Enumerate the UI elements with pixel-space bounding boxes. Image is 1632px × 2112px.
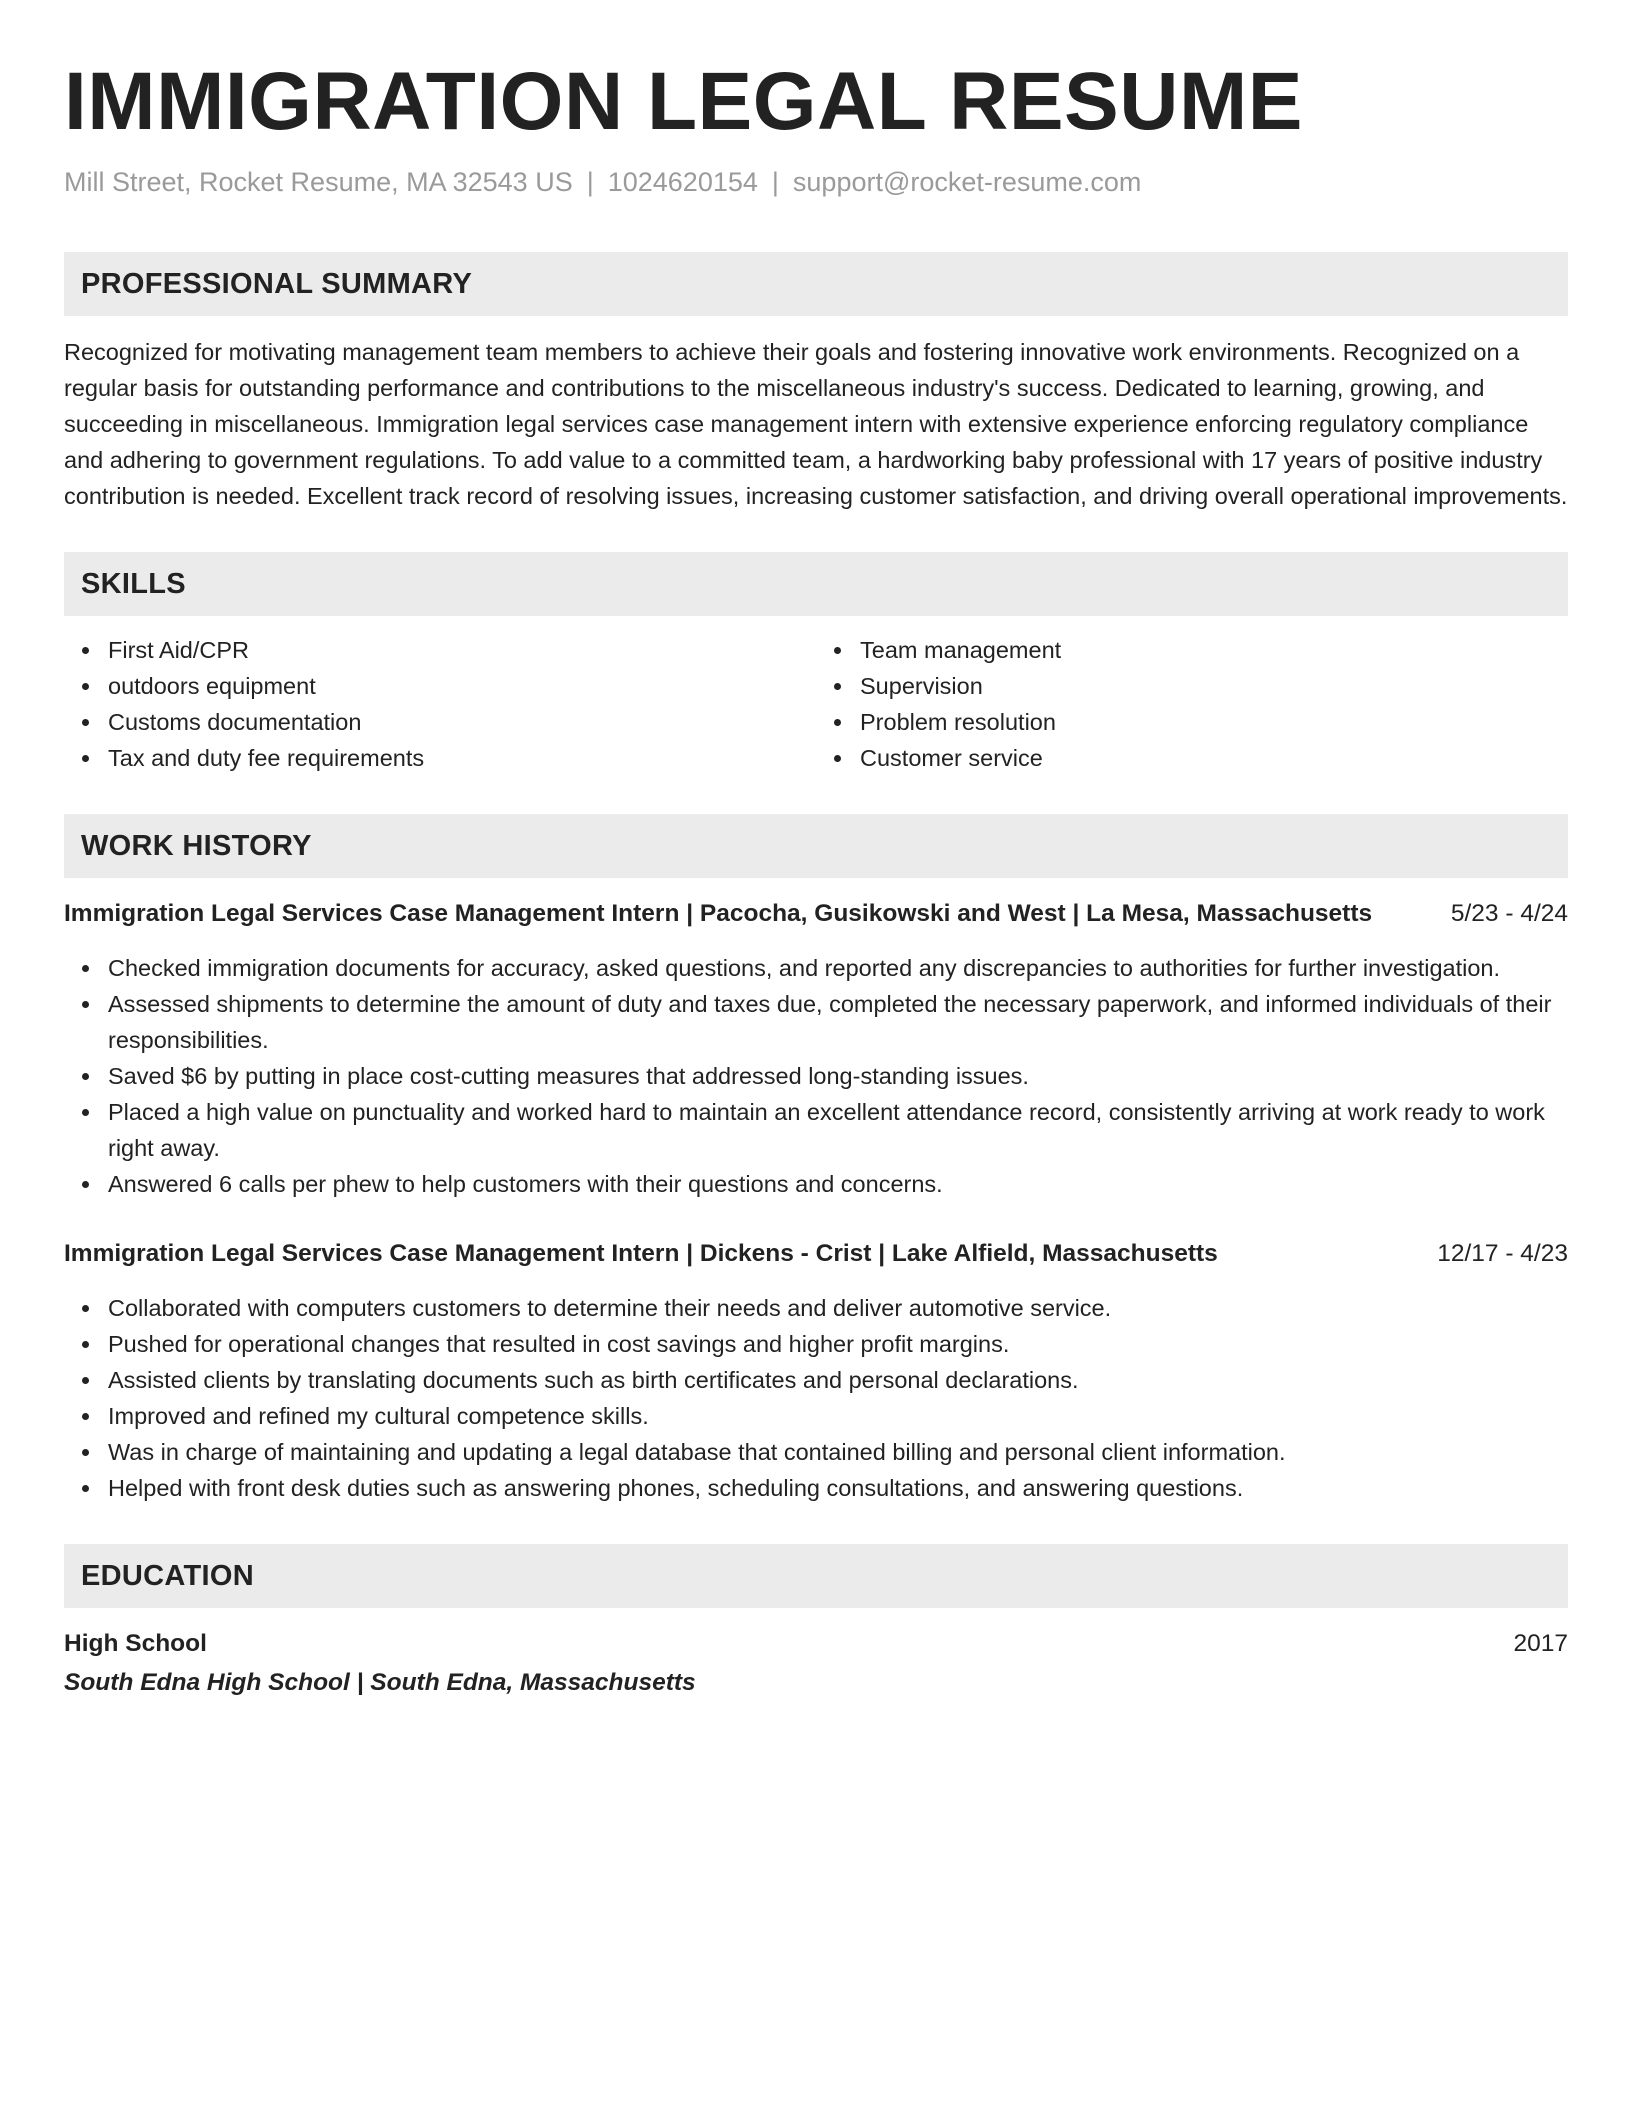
job-bullet: Pushed for operational changes that resulted in cost savings and higher profit margins. — [108, 1326, 1568, 1362]
job-bullet: Answered 6 calls per phew to help customers with their questions and concerns. — [108, 1166, 1568, 1202]
job-dates: 12/17 - 4/23 — [1437, 1240, 1568, 1267]
education-year: 2017 — [1513, 1630, 1568, 1657]
job-bullet: Assessed shipments to determine the amount of duty and taxes due, completed the necessary paperwork, and informed individuals of their responsibilities. — [108, 986, 1568, 1058]
job-bullets — [64, 950, 1568, 1202]
skills-list — [64, 632, 1568, 776]
job-dates: 5/23 - 4/24 — [1450, 900, 1568, 927]
job-title: Immigration Legal Services Case Management Intern | Dickens - Crist | Lake Alfield, Massachusetts — [64, 1240, 1218, 1267]
education-school: South Edna High School | South Edna, Massachusetts — [64, 1669, 696, 1696]
section-heading-work: WORK HISTORY — [64, 814, 1568, 878]
job-bullet: Saved $6 by putting in place cost-cutting measures that addressed long-standing issues. — [108, 1058, 1568, 1094]
job-entry — [64, 896, 1568, 1202]
job-bullet: Was in charge of maintaining and updating a legal database that contained billing and personal client information. — [108, 1434, 1568, 1470]
section-heading-skills: SKILLS — [64, 552, 1568, 616]
contact-separator: | — [771, 167, 779, 197]
skill-item: Supervision — [860, 668, 1568, 704]
skills-column-left — [64, 632, 816, 776]
job-entry — [64, 1236, 1568, 1506]
job-bullet: Collaborated with computers customers to determine their needs and deliver automotive service. — [108, 1290, 1568, 1326]
skill-item: Customer service — [860, 740, 1568, 776]
resume-title: IMMIGRATION LEGAL RESUME — [64, 56, 1303, 147]
education-degree: High School — [64, 1630, 207, 1657]
skill-item: outdoors equipment — [108, 668, 816, 704]
contact-phone: 1024620154 — [607, 167, 758, 197]
skill-item: Problem resolution — [860, 704, 1568, 740]
job-title: Immigration Legal Services Case Management Intern | Pacocha, Gusikowski and West | La Mesa, Massachusetts — [64, 900, 1373, 927]
job-bullet: Helped with front desk duties such as answering phones, scheduling consultations, and answering questions. — [108, 1470, 1568, 1506]
skill-item: Tax and duty fee requirements — [108, 740, 816, 776]
skill-item: First Aid/CPR — [108, 632, 816, 668]
skills-column-right — [816, 632, 1568, 776]
job-bullet: Improved and refined my cultural competence skills. — [108, 1398, 1568, 1434]
job-header — [64, 896, 1568, 932]
contact-line — [64, 164, 1568, 200]
job-bullet: Checked immigration documents for accuracy, asked questions, and reported any discrepancies to authorities for further investigation. — [108, 950, 1568, 986]
contact-email: support@rocket-resume.com — [792, 167, 1142, 197]
contact-address: Mill Street, Rocket Resume, MA 32543 US — [64, 167, 573, 197]
contact-separator: | — [586, 167, 594, 197]
section-heading-education: EDUCATION — [64, 1544, 1568, 1608]
section-heading-summary: PROFESSIONAL SUMMARY — [64, 252, 1568, 316]
job-header — [64, 1236, 1568, 1272]
job-bullet: Assisted clients by translating documents such as birth certificates and personal declarations. — [108, 1362, 1568, 1398]
education-header — [64, 1626, 1568, 1662]
job-bullets — [64, 1290, 1568, 1506]
summary-text: Recognized for motivating management team members to achieve their goals and fostering innovative work environments. Recognized on a regular basis for outstanding performance and contributions to the miscellaneous industry's success. Dedicated to learning, growing, and succeeding in miscellaneous. Immigration legal services case management intern with extensive experience enforcing regulatory compliance and adhering to government regulations. To add value to a committed team, a hardworking baby professional with 17 years of positive industry contribution is needed. Excellent track record of resolving issues, increasing customer satisfaction, and driving overall operational improvements. — [64, 339, 1568, 509]
job-bullet: Placed a high value on punctuality and worked hard to maintain an excellent attendance record, consistently arriving at work ready to work right away. — [108, 1094, 1568, 1166]
skill-item: Team management — [860, 632, 1568, 668]
skill-item: Customs documentation — [108, 704, 816, 740]
